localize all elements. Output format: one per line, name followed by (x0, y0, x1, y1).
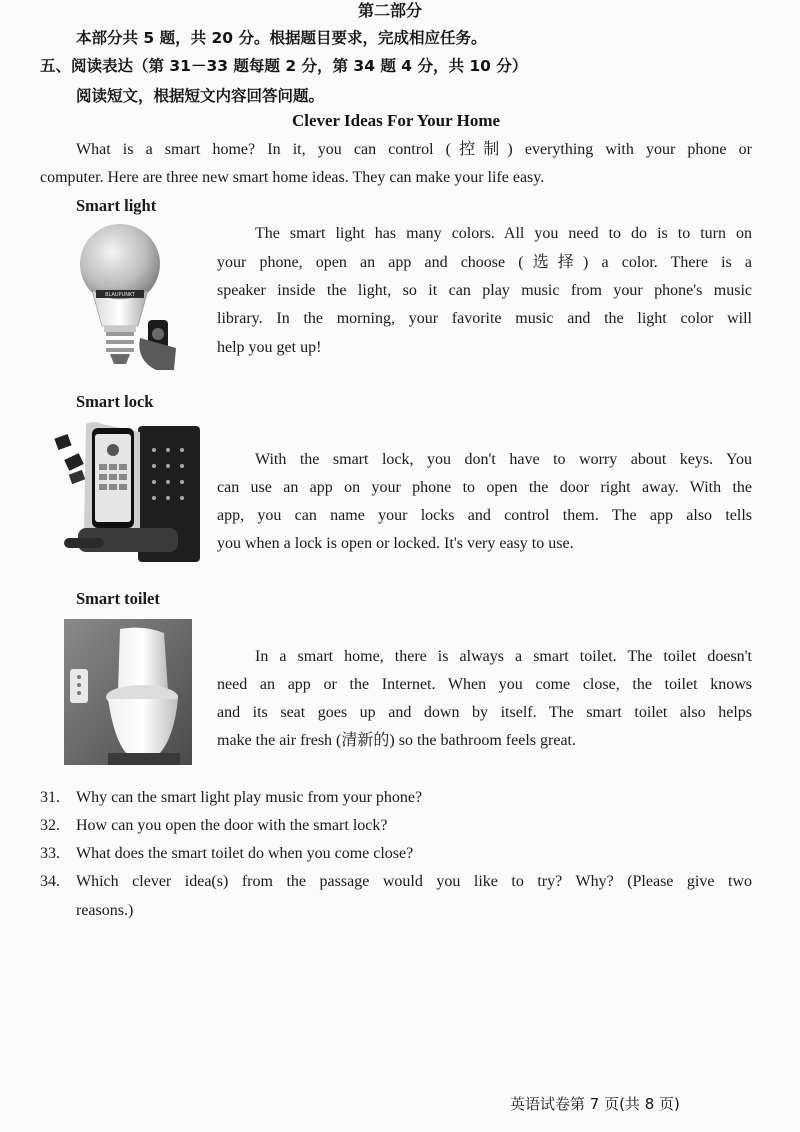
section-instruction: 阅读短文，根据短文内容回答问题。 (76, 87, 325, 105)
question-34-text-line-1: Which clever idea(s) from the passage would you like to try? Why? (Please give two (76, 873, 752, 890)
bulb-brand-label: BLAUPUNKT (105, 292, 135, 298)
smart-light-line-5: help you get up! (217, 339, 322, 356)
question-31-text: Why can the smart light play music from your phone? (76, 789, 423, 806)
question-32-number: 32. (40, 817, 60, 834)
smart-toilet-line-1: In a smart home, there is always a smart toilet. The toilet doesn't (255, 648, 752, 665)
smart-toilet-heading: Smart toilet (76, 589, 160, 608)
question-34-number: 34. (40, 873, 60, 890)
smart-lock-line-3: app, you can name your locks and control them. The app also tells (217, 507, 752, 524)
smart-light-image (74, 220, 188, 374)
question-31-number: 31. (40, 789, 60, 806)
smart-lock-heading: Smart lock (76, 392, 154, 411)
intro-line-2: computer. Here are three new smart home ideas. They can make your life easy. (40, 169, 545, 186)
smart-lock-image (50, 420, 202, 568)
smart-toilet-image (64, 619, 192, 765)
smart-lock-line-4: you when a lock is open or locked. It's very easy to use. (217, 535, 574, 552)
intro-line-1: What is a smart home? In it, you can control (控制) everything with your phone or (76, 141, 752, 158)
part-intro: 本部分共 5 题，共 20 分。根据题目要求，完成相应任务。 (76, 29, 487, 47)
section-heading: 五、阅读表达（第 31－33 题每题 2 分，第 34 题 4 分，共 10 分） (40, 57, 528, 75)
smart-light-heading: Smart light (76, 196, 157, 215)
smart-lock-line-2: can use an app on your phone to open the door right away. With the (217, 479, 752, 496)
smart-toilet-line-4: make the air fresh (清新的) so the bathroom feels great. (217, 732, 576, 749)
part-heading: 第二部分 (358, 1, 423, 20)
question-32-text: How can you open the door with the smart lock? (76, 817, 388, 834)
question-34-text-line-2: reasons.) (76, 902, 134, 919)
passage-title: Clever Ideas For Your Home (291, 111, 501, 130)
smart-light-line-4: library. In the morning, your favorite music and the light color will (217, 310, 752, 327)
smart-toilet-line-2: need an app or the Internet. When you come close, the toilet knows (217, 676, 752, 693)
page-footer: 英语试卷第 7 页(共 8 页) (510, 1095, 680, 1113)
question-33-number: 33. (40, 845, 60, 862)
smart-light-line-3: speaker inside the light, so it can play music from your phone's music (217, 282, 752, 299)
smart-light-line-2: your phone, open an app and choose (选择) a color. There is a (217, 254, 752, 271)
smart-lock-line-1: With the smart lock, you don't have to worry about keys. You (255, 451, 752, 468)
smart-light-line-1: The smart light has many colors. All you need to do is to turn on (255, 225, 752, 242)
smart-toilet-line-3: and its seat goes up and down by itself. The smart toilet also helps (217, 704, 752, 721)
question-33-text: What does the smart toilet do when you come close? (76, 845, 414, 862)
